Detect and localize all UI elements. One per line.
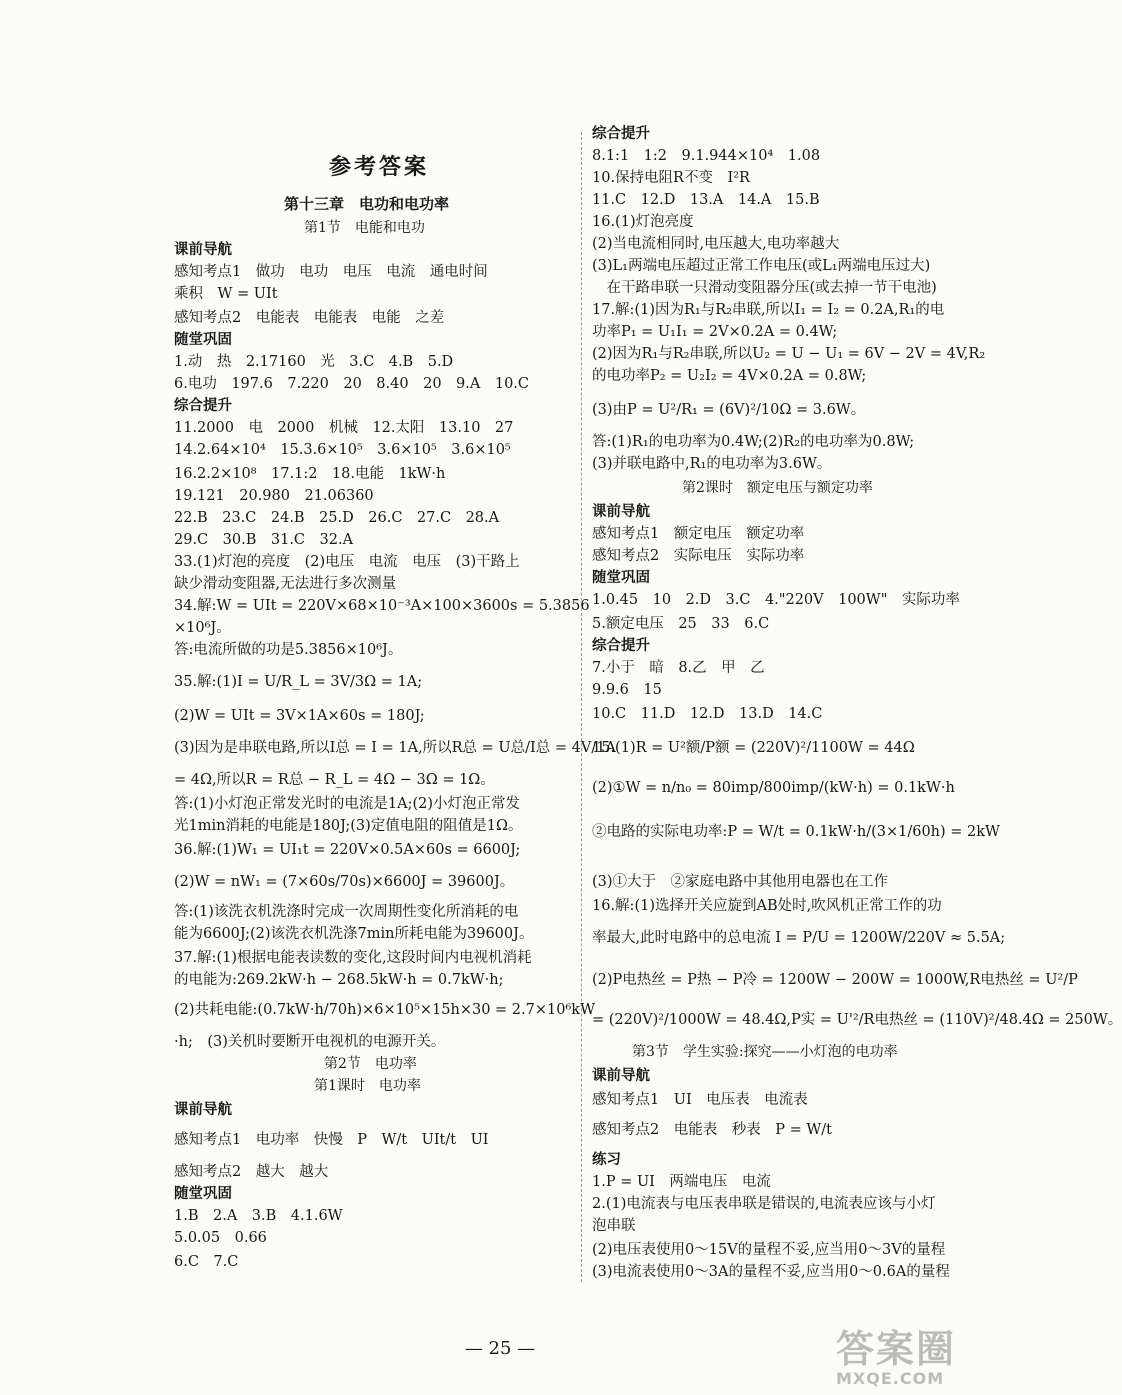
watermark-text: 答案圈 bbox=[836, 1327, 957, 1371]
answer-line: 5.0.05 0.66 bbox=[174, 1230, 267, 1246]
answer-line: 35.解:(1)I = U/R_L = 3V/3Ω = 1A; bbox=[174, 674, 423, 690]
answer-line: (3)L₁两端电压超过正常工作电压(或L₁两端电压过大) bbox=[592, 258, 931, 274]
answer-line: (2)①W = n/n₀ = 80imp/800imp/(kW·h) = 0.1kW·h bbox=[592, 780, 955, 796]
answer-line: 14.2.64×10⁴ 15.3.6×10⁵ 3.6×10⁵ 3.6×10⁵ bbox=[174, 442, 511, 458]
answer-line: 乘积 W = UIt bbox=[174, 286, 278, 302]
answer-line: 11.C 12.D 13.A 14.A 15.B bbox=[592, 192, 820, 208]
answer-line: 缺少滑动变阻器,无法进行多次测量 bbox=[174, 576, 397, 592]
answer-line: 感知考点1 电功率 快慢 P W/t UIt/t UI bbox=[174, 1132, 489, 1148]
answer-line: 感知考点1 额定电压 额定功率 bbox=[592, 526, 805, 542]
answer-line: 答:电流所做的功是5.3856×10⁶J。 bbox=[174, 642, 403, 658]
answer-line: 1.P = UI 两端电压 电流 bbox=[592, 1174, 771, 1190]
answer-line: 率最大,此时电路中的总电流 I = P/U = 1200W/220V ≈ 5.5A; bbox=[592, 930, 1006, 946]
answer-line: 17.解:(1)因为R₁与R₂串联,所以I₁ = I₂ = 0.2A,R₁的电 bbox=[592, 302, 945, 318]
answer-line: 功率P₁ = U₁I₁ = 2V×0.2A = 0.4W; bbox=[592, 324, 838, 340]
title-line: 第1节 电能和电功 bbox=[304, 220, 425, 236]
section-heading: 综合提升 bbox=[174, 398, 232, 414]
answer-line: ②电路的实际电功率:P = W/t = 0.1kW·h/(3×1/60h) = 2kW bbox=[592, 824, 1000, 840]
section-heading: 随堂巩固 bbox=[592, 570, 650, 586]
answer-line: 1.B 2.A 3.B 4.1.6W bbox=[174, 1208, 343, 1224]
answer-line: 36.解:(1)W₁ = UI₁t = 220V×0.5A×60s = 6600J; bbox=[174, 842, 521, 858]
answer-line: 7.小于 暗 8.乙 甲 乙 bbox=[592, 660, 765, 676]
answer-line: 10.C 11.D 12.D 13.D 14.C bbox=[592, 706, 823, 722]
answer-line: (3)①大于 ②家庭电路中其他用电器也在工作 bbox=[592, 874, 889, 890]
title-line: 第2节 电功率 bbox=[324, 1056, 417, 1072]
answer-line: 能为6600J;(2)该洗衣机洗涤7min所耗电能为39600J。 bbox=[174, 926, 534, 942]
answer-line: 答:(1)小灯泡正常发光时的电流是1A;(2)小灯泡正常发 bbox=[174, 796, 521, 812]
answer-line: 22.B 23.C 24.B 25.D 26.C 27.C 28.A bbox=[174, 510, 500, 526]
column-divider bbox=[581, 132, 582, 1282]
answer-line: 19.121 20.980 21.06360 bbox=[174, 488, 374, 504]
answer-line: 6.电功 197.6 7.220 20 8.40 20 9.A 10.C bbox=[174, 376, 530, 392]
answer-line: (3)电流表使用0～3A的量程不妥,应当用0～0.6A的量程 bbox=[592, 1264, 950, 1280]
answer-line: 10.保持电阻R不变 I²R bbox=[592, 170, 750, 186]
answer-line: 感知考点2 电能表 秒表 P = W/t bbox=[592, 1122, 832, 1138]
answer-line: = (220V)²/1000W = 48.4Ω,P实 = U'²/R电热丝 = (110V)²/48.4Ω = 250W。 bbox=[592, 1012, 1122, 1028]
section-heading: 随堂巩固 bbox=[174, 332, 232, 348]
watermark-url: MXQE.COM bbox=[836, 1369, 945, 1388]
answer-line: 1.0.45 10 2.D 3.C 4."220V 100W" 实际功率 bbox=[592, 592, 960, 608]
answer-line: 15.(1)R = U²额/P额 = (220V)²/1100W = 44Ω bbox=[592, 740, 915, 756]
answer-line: = 4Ω,所以R = R总 − R_L = 4Ω − 3Ω = 1Ω。 bbox=[174, 772, 495, 788]
section-heading: 练习 bbox=[592, 1152, 621, 1168]
answer-line: 答:(1)R₁的电功率为0.4W;(2)R₂的电功率为0.8W; bbox=[592, 434, 915, 450]
answer-line: 29.C 30.B 31.C 32.A bbox=[174, 532, 354, 548]
answer-line: (2)电压表使用0～15V的量程不妥,应当用0～3V的量程 bbox=[592, 1242, 946, 1258]
answer-line: 16.解:(1)选择开关应旋到AB处时,吹风机正常工作的功 bbox=[592, 898, 942, 914]
answer-line: (2)因为R₁与R₂串联,所以U₂ = U − U₁ = 6V − 2V = 4V,R₂ bbox=[592, 346, 986, 362]
title-line: 第十三章 电功和电功率 bbox=[284, 195, 450, 213]
answer-line: (3)并联电路中,R₁的电功率为3.6W。 bbox=[592, 456, 832, 472]
answer-line: 感知考点2 越大 越大 bbox=[174, 1164, 329, 1180]
watermark-logo bbox=[836, 1318, 996, 1390]
answer-line: 感知考点2 实际电压 实际功率 bbox=[592, 548, 805, 564]
answer-line: 8.1:1 1:2 9.1.944×10⁴ 1.08 bbox=[592, 148, 821, 164]
answer-line: (2)W = UIt = 3V×1A×60s = 180J; bbox=[174, 708, 425, 724]
section-heading: 课前导航 bbox=[174, 242, 232, 258]
title-line: 第3节 学生实验:探究——小灯泡的电功率 bbox=[632, 1044, 898, 1060]
answer-line: (3)由P = U²/R₁ = (6V)²/10Ω = 3.6W。 bbox=[592, 402, 866, 418]
title-line: 第2课时 额定电压与额定功率 bbox=[682, 480, 873, 496]
title-line: 参考答案 bbox=[329, 155, 430, 180]
answer-line: 16.(1)灯泡亮度 bbox=[592, 214, 694, 230]
answer-line: 5.额定电压 25 33 6.C bbox=[592, 616, 770, 632]
page-number: — 25 — bbox=[464, 1338, 536, 1359]
answer-line: (2)W = nW₁ = (7×60s/70s)×6600J = 39600J。 bbox=[174, 874, 515, 890]
answer-line: 答:(1)该洗衣机洗涤时完成一次周期性变化所消耗的电 bbox=[174, 904, 519, 920]
section-heading: 随堂巩固 bbox=[174, 1186, 232, 1202]
section-heading: 课前导航 bbox=[592, 504, 650, 520]
answer-line: (2)当电流相同时,电压越大,电功率越大 bbox=[592, 236, 840, 252]
answer-line: 37.解:(1)根据电能表读数的变化,这段时间内电视机消耗 bbox=[174, 950, 532, 966]
answer-line: 9.9.6 15 bbox=[592, 682, 662, 698]
section-heading: 课前导航 bbox=[174, 1102, 232, 1118]
answer-line: (2)共耗电能:(0.7kW·h/70h)×6×10⁵×15h×30 = 2.7×10⁶kW bbox=[174, 1002, 595, 1018]
answer-line: (3)因为是串联电路,所以I总 = I = 1A,所以R总 = U总/I总 = 4V/1A bbox=[174, 740, 616, 756]
title-line: 第1课时 电功率 bbox=[314, 1078, 421, 1094]
answer-line: 感知考点1 做功 电功 电压 电流 通电时间 bbox=[174, 264, 488, 280]
answer-line: ×10⁶J。 bbox=[174, 620, 231, 636]
answer-line: 16.2.2×10⁸ 17.1:2 18.电能 1kW·h bbox=[174, 466, 446, 482]
answer-line: 的电能为:269.2kW·h − 268.5kW·h = 0.7kW·h; bbox=[174, 972, 504, 988]
section-heading: 综合提升 bbox=[592, 638, 650, 654]
section-heading: 课前导航 bbox=[592, 1068, 650, 1084]
answer-line: 6.C 7.C bbox=[174, 1254, 239, 1270]
answer-line: 11.2000 电 2000 机械 12.太阳 13.10 27 bbox=[174, 420, 514, 436]
answer-line: 33.(1)灯泡的亮度 (2)电压 电流 电压 (3)干路上 bbox=[174, 554, 520, 570]
answer-line: 泡串联 bbox=[592, 1218, 636, 1234]
answer-line: 感知考点1 UI 电压表 电流表 bbox=[592, 1092, 808, 1108]
answer-line: 光1min消耗的电能是180J;(3)定值电阻的阻值是1Ω。 bbox=[174, 818, 523, 834]
answer-line: 的电功率P₂ = U₂I₂ = 4V×0.2A = 0.8W; bbox=[592, 368, 867, 384]
answer-line: 在干路串联一只滑动变阻器分压(或去掉一节干电池) bbox=[592, 280, 937, 296]
answer-line: ·h; (3)关机时要断开电视机的电源开关。 bbox=[174, 1034, 446, 1050]
answer-line: 2.(1)电流表与电压表串联是错误的,电流表应该与小灯 bbox=[592, 1196, 936, 1212]
section-heading: 综合提升 bbox=[592, 126, 650, 142]
answer-line: 34.解:W = UIt = 220V×68×10⁻³A×100×3600s = 5.3856 bbox=[174, 598, 590, 614]
answer-line: (2)P电热丝 = P热 − P冷 = 1200W − 200W = 1000W,R电热丝 = U²/P bbox=[592, 972, 1078, 988]
answer-line: 1.动 热 2.17160 光 3.C 4.B 5.D bbox=[174, 354, 454, 370]
answer-line: 感知考点2 电能表 电能表 电能 之差 bbox=[174, 310, 445, 326]
